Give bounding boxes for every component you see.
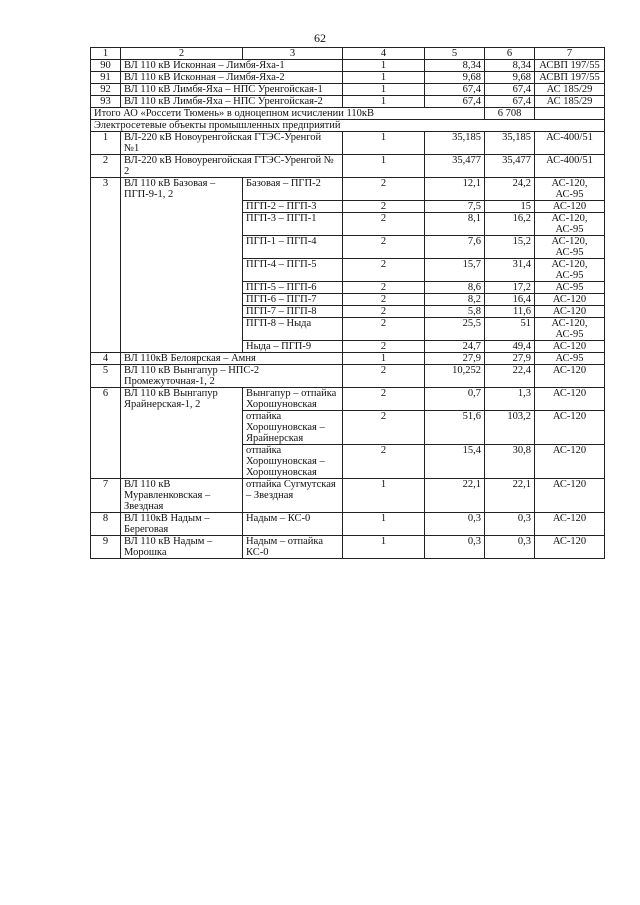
length-route: 8,1 <box>425 213 485 236</box>
wire-grade: АС-120 <box>535 536 605 559</box>
circuits: 2 <box>343 365 425 388</box>
table-row <box>91 353 605 365</box>
line-name: ВЛ 110 кВ Исконная – Лимбя-Яха-1 <box>121 60 343 72</box>
circuits: 1 <box>343 132 425 155</box>
table-row <box>91 513 605 536</box>
circuits: 1 <box>343 60 425 72</box>
wire-grade: АС-95 <box>535 282 605 294</box>
length-route: 27,9 <box>425 353 485 365</box>
wire-grade: АС-400/51 <box>535 132 605 155</box>
section-title: Электросетевые объекты промышленных предприятий <box>91 120 605 132</box>
length-circuit: 22,4 <box>485 365 535 388</box>
circuits: 2 <box>343 178 425 201</box>
wire-grade: АС-120 <box>535 201 605 213</box>
line-name: ВЛ 110 кВ Исконная – Лимбя-Яха-2 <box>121 72 343 84</box>
wire-grade: АС-400/51 <box>535 155 605 178</box>
header-cell: 7 <box>535 48 605 60</box>
length-route: 67,4 <box>425 96 485 108</box>
circuits: 2 <box>343 201 425 213</box>
table-row <box>91 155 605 178</box>
length-circuit: 35,185 <box>485 132 535 155</box>
length-route: 15,4 <box>425 445 485 479</box>
circuits: 2 <box>343 341 425 353</box>
table-row <box>91 72 605 84</box>
header-cell: 5 <box>425 48 485 60</box>
header-row <box>91 48 605 60</box>
length-circuit: 16,2 <box>485 213 535 236</box>
circuits: 1 <box>343 479 425 513</box>
length-route: 5,8 <box>425 306 485 318</box>
circuits: 2 <box>343 259 425 282</box>
table-row <box>91 479 605 513</box>
row-number: 1 <box>91 132 121 155</box>
wire-grade: АС-120 <box>535 388 605 411</box>
length-route: 51,6 <box>425 411 485 445</box>
length-circuit: 0,3 <box>485 513 535 536</box>
circuits: 1 <box>343 84 425 96</box>
row-number: 3 <box>91 178 121 353</box>
page-number: 62 <box>314 31 326 45</box>
row-number: 93 <box>91 96 121 108</box>
segment-name: ПГП-8 – Ныда <box>243 318 343 341</box>
length-route: 7,5 <box>425 201 485 213</box>
length-route: 0,3 <box>425 513 485 536</box>
row-number: 92 <box>91 84 121 96</box>
length-circuit: 67,4 <box>485 84 535 96</box>
length-route: 10,252 <box>425 365 485 388</box>
length-circuit: 8,34 <box>485 60 535 72</box>
row-number: 91 <box>91 72 121 84</box>
line-name: ВЛ-220 кВ Новоуренгойская ГТЭС-Уренгой №1 <box>121 132 343 155</box>
segment-name: Вынгапур – отпайка Хорошуновская <box>243 388 343 411</box>
line-name: ВЛ 110 кВ Вынгапур – НПС-2 Промежуточная-1, 2 <box>121 365 343 388</box>
wire-grade: АС-120 <box>535 306 605 318</box>
length-circuit: 22,1 <box>485 479 535 513</box>
table-row <box>91 60 605 72</box>
length-circuit: 51 <box>485 318 535 341</box>
total-row <box>91 108 605 120</box>
wire-grade: АС-120, АС-95 <box>535 236 605 259</box>
circuits: 2 <box>343 411 425 445</box>
total-label: Итого АО «Россети Тюмень» в одноцепном исчислении 110кВ <box>91 108 485 120</box>
row-number: 5 <box>91 365 121 388</box>
line-name: ВЛ 110 кВ Лимбя-Яха – НПС Уренгойская-1 <box>121 84 343 96</box>
wire-grade: АС-120 <box>535 445 605 479</box>
line-name: ВЛ 110кВ Белоярская – Амня <box>121 353 343 365</box>
line-name: ВЛ 110 кВ Надым – Морошка <box>121 536 243 559</box>
line-name: ВЛ 110кВ Надым – Береговая <box>121 513 243 536</box>
length-circuit: 49,4 <box>485 341 535 353</box>
segment-name: отпайка Хорошуновская – Хорошуновская <box>243 445 343 479</box>
line-name: ВЛ 110 кВ Базовая – ПГП-9-1, 2 <box>121 178 243 353</box>
wire-grade: АС-120 <box>535 365 605 388</box>
length-circuit: 15 <box>485 201 535 213</box>
wire-grade: АС-120 <box>535 341 605 353</box>
length-route: 8,34 <box>425 60 485 72</box>
length-route: 12,1 <box>425 178 485 201</box>
row-number: 8 <box>91 513 121 536</box>
table-row <box>91 84 605 96</box>
circuits: 2 <box>343 306 425 318</box>
length-route: 24,7 <box>425 341 485 353</box>
wire-grade: АС-120, АС-95 <box>535 318 605 341</box>
wire-grade: АСВП 197/55 <box>535 60 605 72</box>
segment-name: ПГП-1 – ПГП-4 <box>243 236 343 259</box>
segment-name: ПГП-2 – ПГП-3 <box>243 201 343 213</box>
row-number: 90 <box>91 60 121 72</box>
circuits: 2 <box>343 213 425 236</box>
circuits: 1 <box>343 72 425 84</box>
length-route: 35,185 <box>425 132 485 155</box>
length-circuit: 31,4 <box>485 259 535 282</box>
segment-name: ПГП-7 – ПГП-8 <box>243 306 343 318</box>
wire-grade: АС 185/29 <box>535 96 605 108</box>
row-number: 9 <box>91 536 121 559</box>
length-circuit: 30,8 <box>485 445 535 479</box>
line-name: ВЛ-220 кВ Новоуренгойская ГТЭС-Уренгой № 2 <box>121 155 343 178</box>
line-name: ВЛ 110 кВ Лимбя-Яха – НПС Уренгойская-2 <box>121 96 343 108</box>
length-circuit: 67,4 <box>485 96 535 108</box>
segment-name: ПГП-3 – ПГП-1 <box>243 213 343 236</box>
table-row <box>91 365 605 388</box>
segment-name: ПГП-4 – ПГП-5 <box>243 259 343 282</box>
length-route: 15,7 <box>425 259 485 282</box>
wire-grade: АС-120 <box>535 479 605 513</box>
circuits: 1 <box>343 536 425 559</box>
circuits: 1 <box>343 96 425 108</box>
row-number: 4 <box>91 353 121 365</box>
header-cell: 1 <box>91 48 121 60</box>
total-value: 6 708 <box>485 108 535 120</box>
length-circuit: 27,9 <box>485 353 535 365</box>
circuits: 2 <box>343 388 425 411</box>
wire-grade: АС-120 <box>535 411 605 445</box>
length-route: 35,477 <box>425 155 485 178</box>
segment-name: отпайка Хорошуновская – Ярайнерская <box>243 411 343 445</box>
wire-grade: АС-120, АС-95 <box>535 213 605 236</box>
length-circuit: 16,4 <box>485 294 535 306</box>
wire-grade: АС-120 <box>535 513 605 536</box>
length-route: 67,4 <box>425 84 485 96</box>
length-circuit: 35,477 <box>485 155 535 178</box>
segment-name: ПГП-6 – ПГП-7 <box>243 294 343 306</box>
length-route: 8,2 <box>425 294 485 306</box>
circuits: 1 <box>343 353 425 365</box>
segment-name: отпайка Сугмутская – Звездная <box>243 479 343 513</box>
wire-grade: АС-120 <box>535 294 605 306</box>
length-route: 7,6 <box>425 236 485 259</box>
table-row <box>91 536 605 559</box>
line-name: ВЛ 110 кВ Муравленковская – Звездная <box>121 479 243 513</box>
wire-grade: АС-120, АС-95 <box>535 178 605 201</box>
segment-name: Базовая – ПГП-2 <box>243 178 343 201</box>
header-cell: 2 <box>121 48 243 60</box>
table-row <box>91 388 605 411</box>
circuits: 2 <box>343 318 425 341</box>
circuits: 1 <box>343 155 425 178</box>
length-circuit: 0,3 <box>485 536 535 559</box>
wire-grade: АС-120, АС-95 <box>535 259 605 282</box>
length-route: 9,68 <box>425 72 485 84</box>
header-cell: 6 <box>485 48 535 60</box>
circuits: 2 <box>343 445 425 479</box>
length-circuit: 24,2 <box>485 178 535 201</box>
segment-name: Ныда – ПГП-9 <box>243 341 343 353</box>
length-route: 8,6 <box>425 282 485 294</box>
row-number: 2 <box>91 155 121 178</box>
segment-name: Надым – КС-0 <box>243 513 343 536</box>
length-circuit: 11,6 <box>485 306 535 318</box>
circuits: 2 <box>343 236 425 259</box>
length-circuit: 1,3 <box>485 388 535 411</box>
table-row <box>91 178 605 201</box>
length-route: 0,7 <box>425 388 485 411</box>
circuits: 2 <box>343 294 425 306</box>
header-cell: 4 <box>343 48 425 60</box>
circuits: 1 <box>343 513 425 536</box>
length-circuit: 9,68 <box>485 72 535 84</box>
section-row <box>91 120 605 132</box>
wire-grade: АСВП 197/55 <box>535 72 605 84</box>
length-circuit: 15,2 <box>485 236 535 259</box>
length-route: 0,3 <box>425 536 485 559</box>
length-route: 22,1 <box>425 479 485 513</box>
circuits: 2 <box>343 282 425 294</box>
length-route: 25,5 <box>425 318 485 341</box>
row-number: 7 <box>91 479 121 513</box>
row-number: 6 <box>91 388 121 479</box>
length-circuit: 103,2 <box>485 411 535 445</box>
segment-name: ПГП-5 – ПГП-6 <box>243 282 343 294</box>
power-lines-table <box>90 47 605 559</box>
segment-name: Надым – отпайка КС-0 <box>243 536 343 559</box>
table-row <box>91 132 605 155</box>
wire-grade: АС 185/29 <box>535 84 605 96</box>
table-row <box>91 96 605 108</box>
wire-grade: АС-95 <box>535 353 605 365</box>
length-circuit: 17,2 <box>485 282 535 294</box>
empty-cell <box>535 108 605 120</box>
header-cell: 3 <box>243 48 343 60</box>
line-name: ВЛ 110 кВ Вынгапур Ярайнерская-1, 2 <box>121 388 243 479</box>
